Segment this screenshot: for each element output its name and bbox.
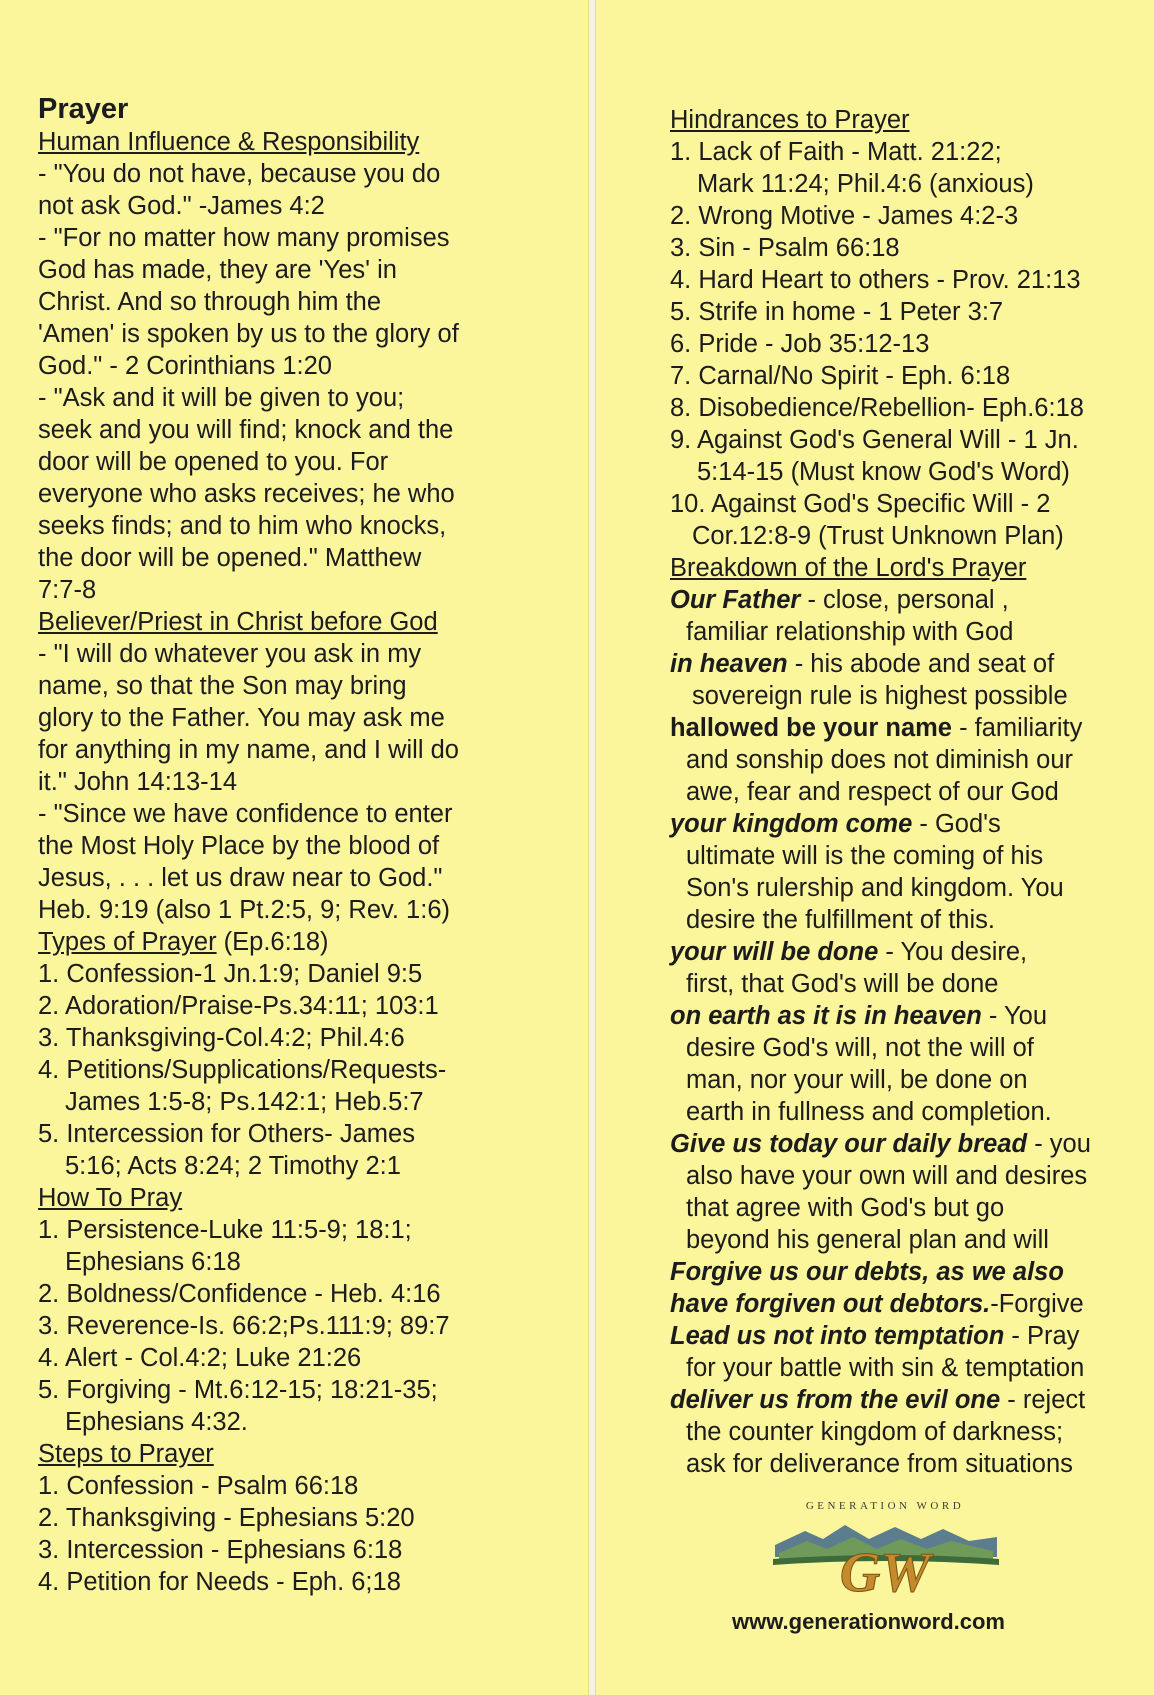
human-influence-text (38, 158, 578, 606)
text-line: glory to the Father. You may ask me (38, 704, 445, 732)
generation-word-logo (765, 1495, 1005, 1615)
logo-graphic (765, 1495, 1005, 1615)
phrase-desc: - reject (1000, 1386, 1086, 1414)
phrase-desc: - close, personal , (800, 586, 1009, 614)
hindrances-list (670, 136, 1140, 552)
phrase-desc-line: also have your own will and desires (686, 1162, 1088, 1190)
phrase-kingdom-come (670, 808, 1140, 840)
section-heading-types-of-prayer (38, 926, 578, 958)
text-line: 'Amen' is spoken by us to the glory of (38, 320, 459, 348)
phrase-desc-line: and sonship does not diminish our (686, 746, 1073, 774)
phrase-desc-line: that agree with God's but go (686, 1194, 1005, 1222)
text-line: - "I will do whatever you ask in my (38, 640, 422, 668)
text-line: everyone who asks receives; he who (38, 480, 455, 508)
list-item: 1. Lack of Faith - Matt. 21:22; (670, 138, 1002, 166)
how-to-pray-list (38, 1214, 578, 1438)
phrase-desc-line: beyond his general plan and will (686, 1226, 1049, 1254)
list-item: 4. Petition for Needs - Eph. 6;18 (38, 1568, 401, 1596)
phrase-forgive-debts: Forgive us our debts, as we also (670, 1258, 1064, 1286)
section-heading-hindrances: Hindrances to Prayer (670, 106, 910, 134)
phrase-key: deliver us from the evil one (670, 1386, 1001, 1414)
list-item-continuation: Mark 11:24; Phil.4:6 (anxious) (697, 170, 1034, 198)
list-item-continuation: Cor.12:8-9 (Trust Unknown Plan) (692, 522, 1064, 550)
phrase-desc: - familiarity (951, 714, 1083, 742)
text-line: the Most Holy Place by the blood of (38, 832, 440, 860)
text-line: it." John 14:13-14 (38, 768, 238, 796)
phrase-key: have forgiven out debtors. (670, 1290, 991, 1318)
text-line: 7:7-8 (38, 576, 97, 604)
section-heading-human-influence: Human Influence & Responsibility (38, 128, 420, 156)
phrase-key: on earth as it is in heaven (670, 1002, 982, 1030)
phrase-desc: - God's (912, 810, 1001, 838)
phrase-desc-line: ultimate will is the coming of his (686, 842, 1044, 870)
list-item: 3. Thanksgiving-Col.4:2; Phil.4:6 (38, 1024, 405, 1052)
list-item: 2. Thanksgiving - Ephesians 5:20 (38, 1504, 415, 1532)
text-line: for anything in my name, and I will do (38, 736, 459, 764)
phrase-desc-line: the counter kingdom of darkness; (686, 1418, 1064, 1446)
list-item: 3. Sin - Psalm 66:18 (670, 234, 900, 262)
logo-initials: GW (839, 1542, 931, 1604)
phrase-desc: - you (1027, 1130, 1091, 1158)
list-item: 4. Petitions/Supplications/Requests- (38, 1056, 447, 1084)
list-item: 4. Hard Heart to others - Prov. 21:13 (670, 266, 1081, 294)
list-item: 1. Persistence-Luke 11:5-9; 18:1; (38, 1216, 412, 1244)
phrase-evil-one (670, 1384, 1140, 1416)
list-item: 5. Forgiving - Mt.6:12-15; 18:21-35; (38, 1376, 438, 1404)
phrase-desc-line: for your battle with sin & temptation (686, 1354, 1085, 1382)
phrase-desc-line: awe, fear and respect of our God (686, 778, 1059, 806)
text-line: the door will be opened." Matthew (38, 544, 422, 572)
phrase-temptation (670, 1320, 1140, 1352)
types-heading-label: Types of Prayer (38, 928, 217, 956)
phrase-desc-line: sovereign rule is highest possible (692, 682, 1068, 710)
phrase-daily-bread (670, 1128, 1140, 1160)
logo-wordmark: GENERATION WORD (805, 1500, 965, 1512)
text-line: God has made, they are 'Yes' in (38, 256, 397, 284)
list-item: 6. Pride - Job 35:12-13 (670, 330, 930, 358)
list-item: 5. Intercession for Others- James (38, 1120, 415, 1148)
phrase-desc-line: earth in fullness and completion. (686, 1098, 1052, 1126)
phrase-desc: -Forgive (990, 1290, 1084, 1318)
list-item: 3. Intercession - Ephesians 6:18 (38, 1536, 403, 1564)
phrase-desc-line: ask for deliverance from situations (686, 1450, 1073, 1478)
believer-priest-text (38, 638, 578, 926)
phrase-key: hallowed be your name (670, 714, 952, 742)
phrase-in-heaven (670, 648, 1140, 680)
text-line: name, so that the Son may bring (38, 672, 407, 700)
list-item: 7. Carnal/No Spirit - Eph. 6:18 (670, 362, 1011, 390)
text-line: seeks finds; and to him who knocks, (38, 512, 447, 540)
text-line: - "Ask and it will be given to you; (38, 384, 405, 412)
steps-to-prayer-list (38, 1470, 578, 1598)
phrase-will-be-done (670, 936, 1140, 968)
phrase-desc-line: desire God's will, not the will of (686, 1034, 1034, 1062)
types-of-prayer-list (38, 958, 578, 1182)
text-line: God." - 2 Corinthians 1:20 (38, 352, 332, 380)
list-item: 9. Against God's General Will - 1 Jn. (670, 426, 1079, 454)
section-heading-lords-prayer: Breakdown of the Lord's Prayer (670, 554, 1027, 582)
list-item: 1. Confession - Psalm 66:18 (38, 1472, 359, 1500)
phrase-desc: - You (981, 1002, 1047, 1030)
phrase-on-earth (670, 1000, 1140, 1032)
list-item-continuation: James 1:5-8; Ps.142:1; Heb.5:7 (65, 1088, 424, 1116)
phrase-desc-line: first, that God's will be done (686, 970, 999, 998)
list-item-continuation: Ephesians 4:32. (65, 1408, 248, 1436)
phrase-desc-line: Son's rulership and kingdom. You (686, 874, 1064, 902)
phrase-desc-line: desire the fulfillment of this. (686, 906, 995, 934)
section-heading-believer-priest: Believer/Priest in Christ before God (38, 608, 438, 636)
phrase-hallowed (670, 712, 1140, 744)
lords-prayer-breakdown (670, 584, 1140, 1480)
text-line: not ask God." -James 4:2 (38, 192, 325, 220)
types-heading-reference: (Ep.6:18) (216, 928, 329, 956)
phrase-key: Give us today our daily bread (670, 1130, 1028, 1158)
phrase-desc-line: man, nor your will, be done on (686, 1066, 1028, 1094)
list-item: 2. Wrong Motive - James 4:2-3 (670, 202, 1019, 230)
list-item: 1. Confession-1 Jn.1:9; Daniel 9:5 (38, 960, 423, 988)
list-item: 2. Boldness/Confidence - Heb. 4:16 (38, 1280, 441, 1308)
text-line: seek and you will find; knock and the (38, 416, 454, 444)
list-item-continuation: 5:16; Acts 8:24; 2 Timothy 2:1 (65, 1152, 401, 1180)
section-heading-how-to-pray: How To Pray (38, 1184, 183, 1212)
text-line: - "You do not have, because you do (38, 160, 441, 188)
phrase-key: Lead us not into temptation (670, 1322, 1005, 1350)
phrase-key: Our Father (670, 586, 801, 614)
text-line: - "For no matter how many promises (38, 224, 450, 252)
list-item: 2. Adoration/Praise-Ps.34:11; 103:1 (38, 992, 439, 1020)
section-heading-steps-to-prayer: Steps to Prayer (38, 1440, 214, 1468)
phrase-key: in heaven (670, 650, 788, 678)
phrase-desc: - You desire, (878, 938, 1028, 966)
phrase-key: your kingdom come (670, 810, 913, 838)
text-line: door will be opened to you. For (38, 448, 389, 476)
text-line: - "Since we have confidence to enter (38, 800, 453, 828)
list-item-continuation: 5:14-15 (Must know God's Word) (697, 458, 1070, 486)
list-item: 5. Strife in home - 1 Peter 3:7 (670, 298, 1004, 326)
page-title: Prayer (38, 93, 129, 125)
phrase-desc-line: familiar relationship with God (686, 618, 1014, 646)
text-line: Jesus, . . . let us draw near to God." (38, 864, 443, 892)
list-item: 10. Against God's Specific Will - 2 (670, 490, 1051, 518)
list-item-continuation: Ephesians 6:18 (65, 1248, 241, 1276)
phrase-forgive-debtors (670, 1288, 1140, 1320)
list-item: 3. Reverence-Is. 66:2;Ps.111:9; 89:7 (38, 1312, 450, 1340)
text-line: Heb. 9:19 (also 1 Pt.2:5, 9; Rev. 1:6) (38, 896, 450, 924)
left-column (38, 92, 578, 1598)
phrase-key: your will be done (670, 938, 879, 966)
text-line: Christ. And so through him the (38, 288, 382, 316)
phrase-desc: - Pray (1004, 1322, 1080, 1350)
right-column (670, 104, 1140, 1480)
phrase-our-father (670, 584, 1140, 616)
list-item: 8. Disobedience/Rebellion- Eph.6:18 (670, 394, 1084, 422)
phrase-desc: - his abode and seat of (787, 650, 1055, 678)
website-url[interactable]: www.generationword.com (732, 1609, 1005, 1634)
list-item: 4. Alert - Col.4:2; Luke 21:26 (38, 1344, 362, 1372)
